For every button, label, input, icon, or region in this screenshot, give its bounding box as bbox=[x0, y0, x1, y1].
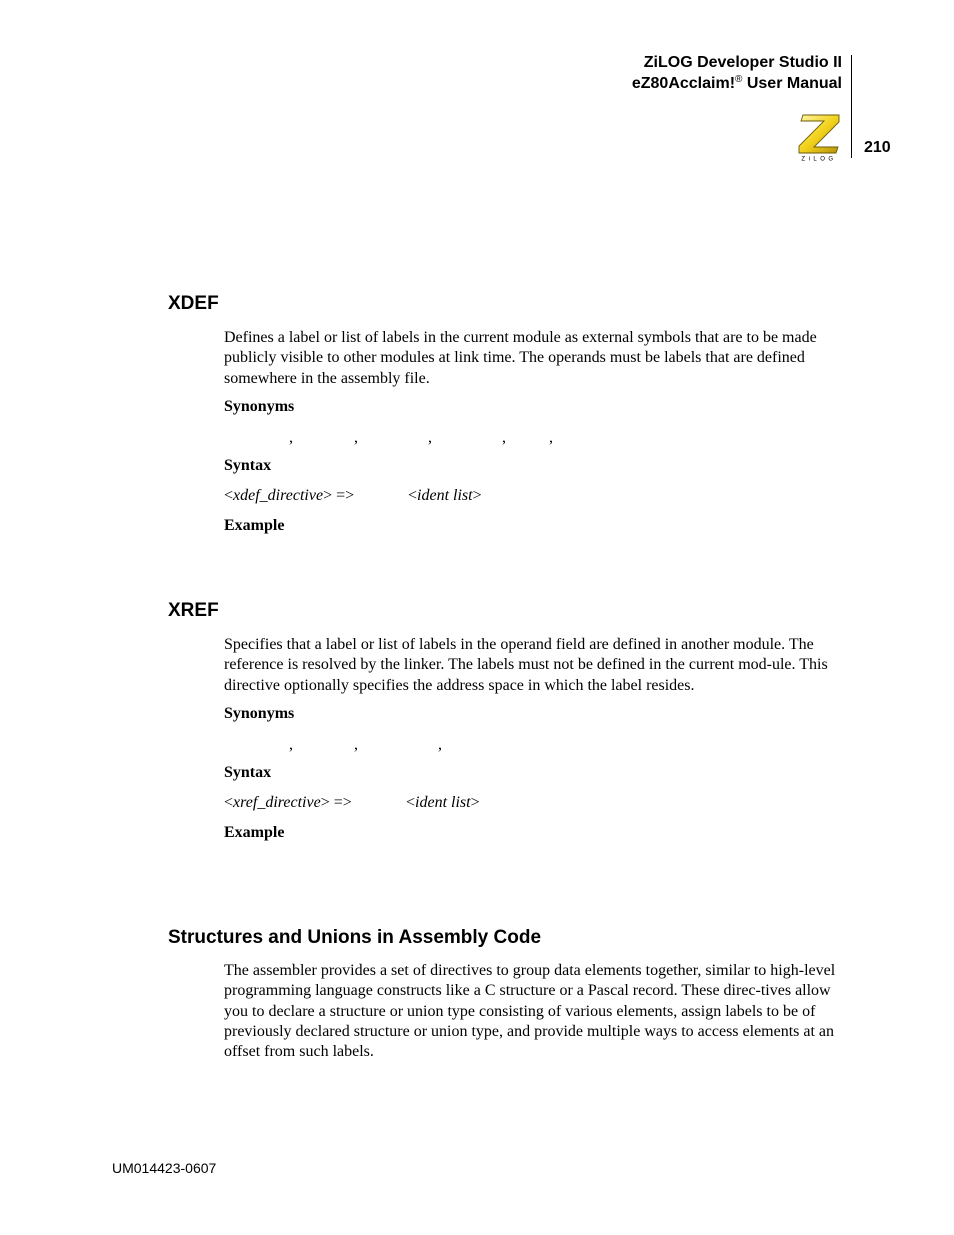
page-number: 210 bbox=[864, 139, 891, 156]
header-divider bbox=[851, 55, 852, 158]
synonym-separator: , bbox=[354, 736, 358, 753]
structures-description: The assembler provides a set of directives to group data elements together, similar to high-level programming language constructs like a C structure or a Pascal record. These direc-tives allow you to declare a structure or union type consisting of various elements, assign labels to be of previously declared structure or union type, and provide multiple ways to access elements at an offset from such labels. bbox=[224, 962, 836, 1061]
synonym-separator: , bbox=[354, 429, 358, 446]
zilog-logo-icon bbox=[794, 112, 842, 162]
logo-text: ZiLOG bbox=[801, 156, 837, 162]
structures-heading: Structures and Unions in Assembly Code bbox=[168, 927, 542, 948]
document-title-line2: eZ80Acclaim!® User Manual bbox=[631, 74, 842, 92]
xdef-heading: XDEF bbox=[168, 293, 219, 314]
xref-heading: XREF bbox=[168, 600, 219, 621]
synonym-separator: , bbox=[502, 429, 506, 446]
document-title bbox=[632, 52, 842, 94]
document-id: UM014423-0607 bbox=[112, 1160, 217, 1176]
xdef-syntax: <xdef_directive> => <ident list> bbox=[224, 487, 482, 504]
xref-description: Specifies that a label or list of labels in the operand field are defined in another module. The reference is resolved by the linker. The labels must not be defined in the current mod-ule. This directive optionally specifies the address space in which the label resides. bbox=[224, 636, 828, 694]
xdef-description: Defines a label or list of labels in the current module as external symbols that are to be made publicly visible to other modules at link time. The operands must be labels that are defined somewhere in the assembly file. bbox=[224, 329, 817, 387]
synonym-separator: , bbox=[289, 736, 293, 753]
synonym-separator: , bbox=[289, 429, 293, 446]
xref-example-label: Example bbox=[224, 824, 285, 841]
synonym-separator: , bbox=[428, 429, 432, 446]
xdef-synonyms-label: Synonyms bbox=[224, 398, 295, 415]
document-title-line1: ZiLOG Developer Studio II bbox=[643, 54, 842, 71]
xdef-example-label: Example bbox=[224, 517, 285, 534]
xdef-syntax-label: Syntax bbox=[224, 457, 272, 474]
registered-mark: ® bbox=[735, 74, 743, 85]
synonym-separator: , bbox=[438, 736, 442, 753]
synonym-separator: , bbox=[549, 429, 553, 446]
xref-synonyms-label: Synonyms bbox=[224, 705, 295, 722]
xref-syntax: <xref_directive> => <ident list> bbox=[224, 794, 480, 811]
xref-syntax-label: Syntax bbox=[224, 764, 272, 781]
